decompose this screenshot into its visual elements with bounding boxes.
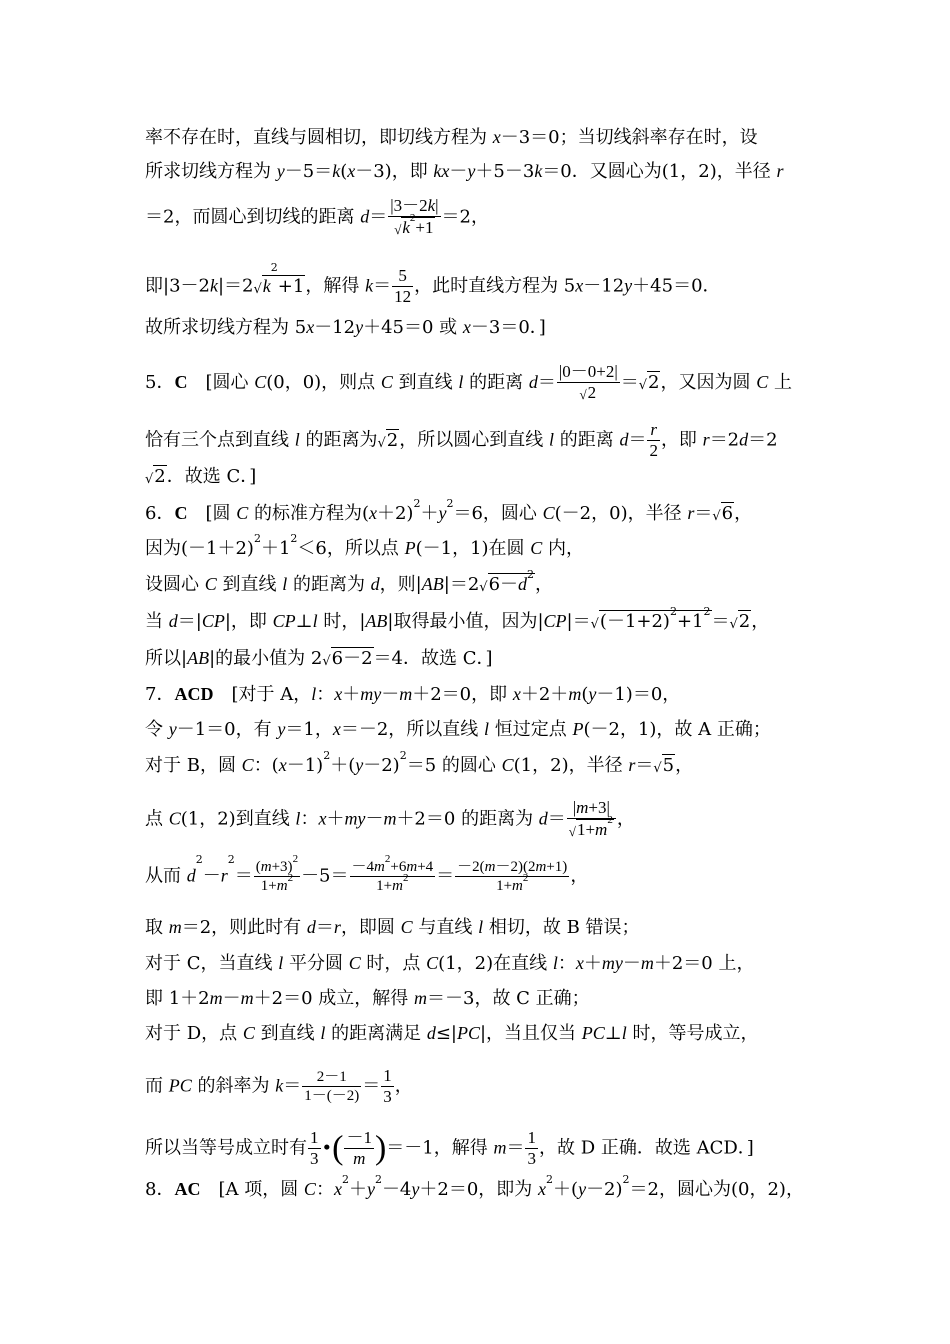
text-line: ＝2，而圆心到切线的距离 d＝ $\frac{|3-2k|}{√k^2+1}$ ＝2，	[145, 196, 489, 237]
text-line: 因为$(-1+2)^2+1^2<6$，所以点 P(－1，1)在圆 C 内，	[145, 532, 585, 559]
text-line: 恰有三个点到直线 l 的距离为√2，所以圆心到直线 l 的距离 d＝ $\frac{r}{2}$ ，即 r＝2d＝2	[145, 420, 778, 460]
text-line: 令 y－1＝0，有 y＝1，x＝－2，所以直线 l 恒过定点 P(－2，1)，故 A 正确；	[145, 719, 771, 740]
text-line: 6．C [圆 C 的标准方程为$(x+2)^2+y^2=6$，圆心 C(－2，0)，半径 r＝√6，	[145, 497, 753, 524]
text-line: 对于 B，圆 C：$(x-1)^2+(y-2)^2=5$ 的圆心 C(1，2)，半径 r＝√5，	[145, 749, 694, 776]
text-line: 即$|3-2k|=2√k^2+1$，解得 k＝ $\frac{5}{12}$ ，此时直线方程为 5x－12y＋45＝0．	[145, 261, 721, 306]
fraction: $\frac{-4m^2+6m+4}{1+m^2}$	[351, 853, 434, 894]
fraction: $\frac{2-1}{1-(-2)}$	[304, 1069, 360, 1104]
text-line: 7．ACD [对于 A，l：x＋my－m＋2＝0，即 x＋2＋m(y－1)＝0，	[145, 684, 681, 705]
text-line: 对于 D，点 C 到直线 l 的距离满足 d≤|PC|，当且仅当 PC⊥l 时，等号成立，	[145, 1023, 759, 1044]
fraction: $\frac{5}{12}$	[394, 266, 412, 306]
text-line: 从而 $d^2-r^2=$ $\frac{(m+3)^2}{1+m^2}$ －5＝ $\frac{-4m^2+6m+4}{1+m^2}$ ＝ $\frac{-2(m-2)(2m+1)}{1+m^2}$ ，	[145, 853, 589, 894]
fraction: $\frac{1}{3}$	[310, 1128, 319, 1168]
text-line: 当 d＝|CP|，即 CP⊥l 时，|AB|取得最小值，因为$|CP|=√(-1+2)^2+1^2=√2$，	[145, 605, 770, 632]
text-line: 设圆心 C 到直线 l 的距离为 d，则$|AB|=2√6-d^2$，	[145, 568, 554, 595]
fraction: $\frac{-2(m-2)(2m+1)}{1+m^2}$	[457, 859, 568, 894]
fraction: $\frac{1}{3}$	[527, 1128, 536, 1168]
text-line: 率不存在时，直线与圆相切，即切线方程为 x－3＝0；当切线斜率存在时，设	[145, 127, 758, 148]
text-line: 故所求切线方程为 5x－12y＋45＝0 或 x－3＝0．]	[145, 317, 546, 338]
text-line: √2．故选 C．]	[145, 466, 257, 487]
text-line: 所以当等号成立时有 $\frac{1}{3}$ •( $\frac{-1}{m}$ )＝－1，解得 m＝ $\frac{1}{3}$ ，故 D 正确．故选 ACD．]	[145, 1128, 754, 1168]
fraction: $\frac{1}{3}$	[383, 1066, 392, 1106]
text-line: 对于 C，当直线 l 平分圆 C 时，点 C(1，2)在直线 l：x＋my－m＋2＝0 上，	[145, 953, 755, 974]
fraction: $\frac{|0-0+2|}{√2}$	[558, 362, 618, 402]
fraction: $\frac{-1}{m}$	[346, 1128, 372, 1168]
fraction: $\frac{|m+3|}{√1+m^2}$	[567, 798, 616, 841]
text-line: 8．AC [A 项，圆 C：$x^2+y^2-4y+2=0$，即为 $x^2+(y-2)^2=2$，圆心为(0，2)，	[145, 1173, 804, 1200]
fraction: $\frac{|3-2k|}{√k^2+1}$	[390, 196, 439, 237]
text-line: 取 m＝2，则此时有 d＝r，即圆 C 与直线 l 相切，故 B 错误；	[145, 917, 640, 938]
text-line: 5．C [圆心 C(0，0)，则点 C 到直线 l 的距离 d＝ $\frac{|0-0+2|}{√2}$ ＝√2，又因为圆 C 上	[145, 362, 792, 402]
text-line: 点 C(1，2)到直线 l：x＋my－m＋2＝0 的距离为 d＝ $\frac{|m+3|}{√1+m^2}$ ，	[145, 798, 635, 839]
fraction: $\frac{(m+3)^2}{1+m^2}$	[255, 853, 299, 894]
text-line: 所以|AB|的最小值为 2√6－2＝4．故选 C．]	[145, 648, 493, 669]
text-line: 所求切线方程为 y－5＝k(x－3)，即 kx－y＋5－3k＝0．又圆心为(1，2)，半径 r	[145, 161, 784, 182]
text-line: 即 1＋2m－m＋2＝0 成立，解得 m＝－3，故 C 正确；	[145, 988, 590, 1009]
fraction: $\frac{r}{2}$	[649, 420, 658, 460]
text-line: 而 PC 的斜率为 k＝ $\frac{2-1}{1-(-2)}$ ＝ $\frac{1}{3}$ ，	[145, 1066, 413, 1106]
